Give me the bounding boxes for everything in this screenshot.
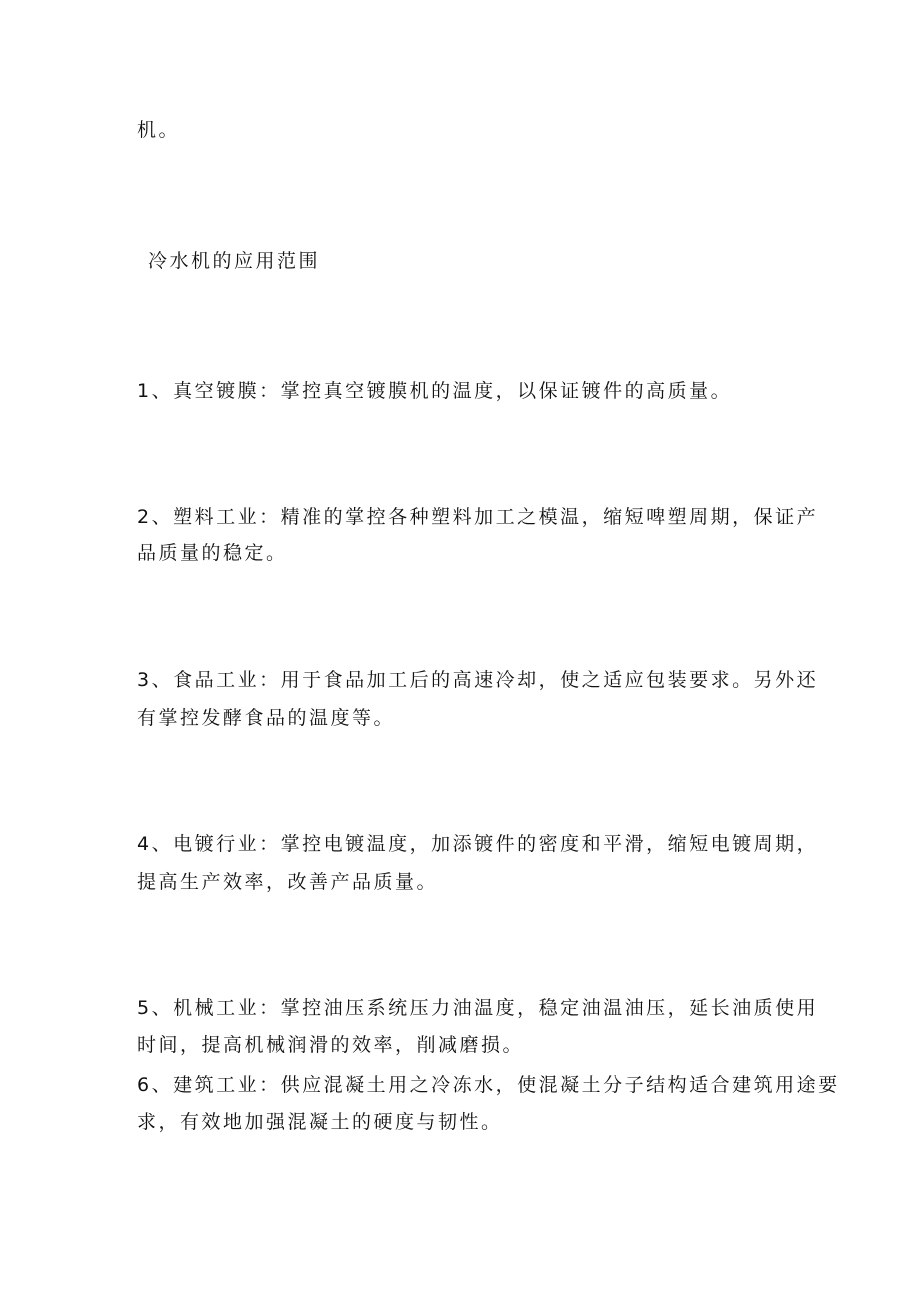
item-2-line-2: 品质量的稳定。 bbox=[137, 542, 288, 564]
item-5-line-2: 时间，提高机械润滑的效率，削减磨损。 bbox=[137, 1034, 525, 1056]
item-2-line-1: 2、塑料工业：精准的掌控各种塑料加工之模温，缩短啤塑周期，保证产 bbox=[137, 506, 819, 528]
item-1-line-1: 1、真空镀膜：掌控真空镀膜机的温度，以保证镀件的高质量。 bbox=[137, 380, 733, 402]
section-heading: 冷水机的应用范围 bbox=[148, 250, 321, 272]
item-4-line-1: 4、电镀行业：掌控电镀温度，加添镀件的密度和平滑，缩短电镀周期， bbox=[137, 833, 819, 855]
item-5-line-1: 5、机械工业：掌控油压系统压力油温度，稳定油温油压，延长油质使用 bbox=[137, 997, 819, 1019]
item-3-line-1: 3、食品工业：用于食品加工后的高速冷却，使之适应包装要求。另外还 bbox=[137, 669, 819, 691]
item-4-line-2: 提高生产效率，改善产品质量。 bbox=[137, 871, 439, 893]
fragment-line: 机。 bbox=[137, 119, 181, 141]
item-6-line-2: 求，有效地加强混凝土的硬度与韧性。 bbox=[137, 1111, 503, 1133]
item-3-line-2: 有掌控发酵食品的温度等。 bbox=[137, 707, 396, 729]
item-6-line-1: 6、建筑工业：供应混凝土用之冷冻水，使混凝土分子结构适合建筑用途要 bbox=[137, 1074, 840, 1096]
